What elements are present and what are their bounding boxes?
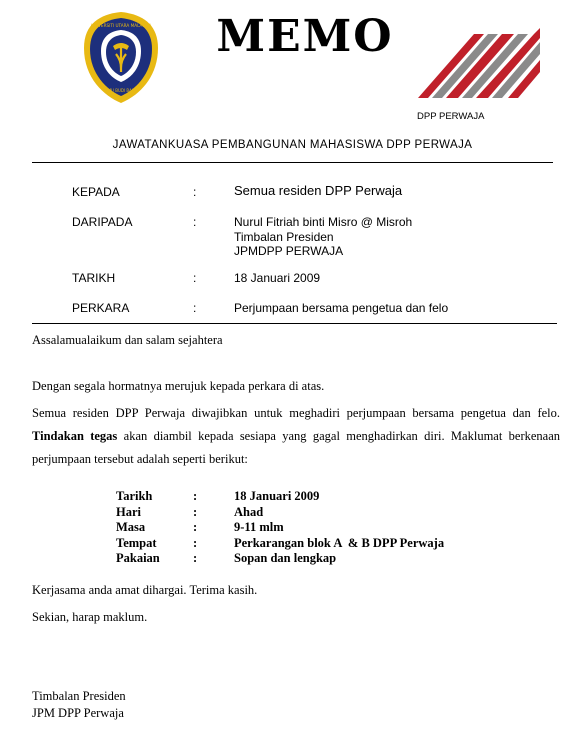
signature-title: Timbalan Presiden [32, 689, 126, 703]
detail-label: Tarikh [116, 489, 153, 503]
para-text: Semua residen DPP Perwaja diwajibkan untuk meghadiri perjumpaan bersama pengetua dan felo. [32, 406, 560, 420]
committee-heading: JAWATANKUASA PEMBANGUNAN MAHASISWA DPP PERWAJA [112, 139, 473, 151]
detail-colon: : [193, 551, 198, 565]
signature-org: JPM DPP Perwaja [32, 706, 124, 720]
greeting: Assalamualaikum dan salam sejahtera [32, 333, 223, 347]
detail-value: Sopan dan lengkap [234, 551, 337, 565]
thanks-line: Kerjasama anda amat dihargai. Terima kasih. [32, 583, 258, 597]
detail-label: Hari [116, 505, 141, 519]
detail-colon: : [193, 505, 198, 519]
from-title: Timbalan Presiden [234, 230, 334, 244]
date-value: 18 Januari 2009 [234, 271, 321, 285]
subject-label: PERKARA [72, 301, 130, 315]
from-colon: : [193, 215, 197, 229]
para-text: akan diambil kepada sesiapa yang gagal menghadirkan diri. Maklumat berkenaan perjumpaan tersebut adalah seperti berikut: [32, 429, 561, 466]
sekian-line: Sekian, harap maklum. [32, 610, 148, 624]
detail-value: Ahad [234, 505, 264, 519]
divider [32, 323, 557, 324]
subject-value: Perjumpaan bersama pengetua dan felo [234, 301, 449, 315]
detail-value: 9-11 mlm [234, 520, 284, 534]
university-logo [80, 10, 162, 105]
from-name: Nurul Fitriah binti Misro @ Misroh [234, 215, 413, 229]
detail-colon: : [193, 489, 198, 503]
to-colon: : [193, 185, 197, 199]
date-colon: : [193, 271, 197, 285]
org-tag: DPP PERWAJA [417, 111, 485, 122]
detail-colon: : [193, 536, 198, 550]
memo-title: MEMO [216, 11, 394, 62]
to-label: KEPADA [72, 185, 120, 199]
from-label: DARIPADA [72, 215, 133, 229]
detail-label: Tempat [116, 536, 157, 550]
detail-colon: : [193, 520, 198, 534]
para-emphasis: Tindakan tegas [32, 429, 118, 443]
body-paragraph [32, 402, 560, 471]
detail-value: Perkarangan blok A & B DPP Perwaja [234, 536, 445, 550]
detail-label: Masa [116, 520, 146, 534]
detail-label: Pakaian [116, 551, 160, 565]
svg-text:ILMU BUDI BAKTI: ILMU BUDI BAKTI [104, 88, 138, 93]
decorative-stripes [418, 28, 540, 98]
date-label: TARIKH [72, 271, 116, 285]
intro-line: Dengan segala hormatnya merujuk kepada perkara di atas. [32, 379, 325, 393]
svg-text:UNIVERSITI UTARA MALAYSIA: UNIVERSITI UTARA MALAYSIA [90, 23, 152, 28]
subject-colon: : [193, 301, 197, 315]
detail-value: 18 Januari 2009 [234, 489, 320, 503]
divider [32, 162, 553, 163]
to-value: Semua residen DPP Perwaja [234, 183, 403, 198]
from-org: JPMDPP PERWAJA [234, 244, 344, 258]
